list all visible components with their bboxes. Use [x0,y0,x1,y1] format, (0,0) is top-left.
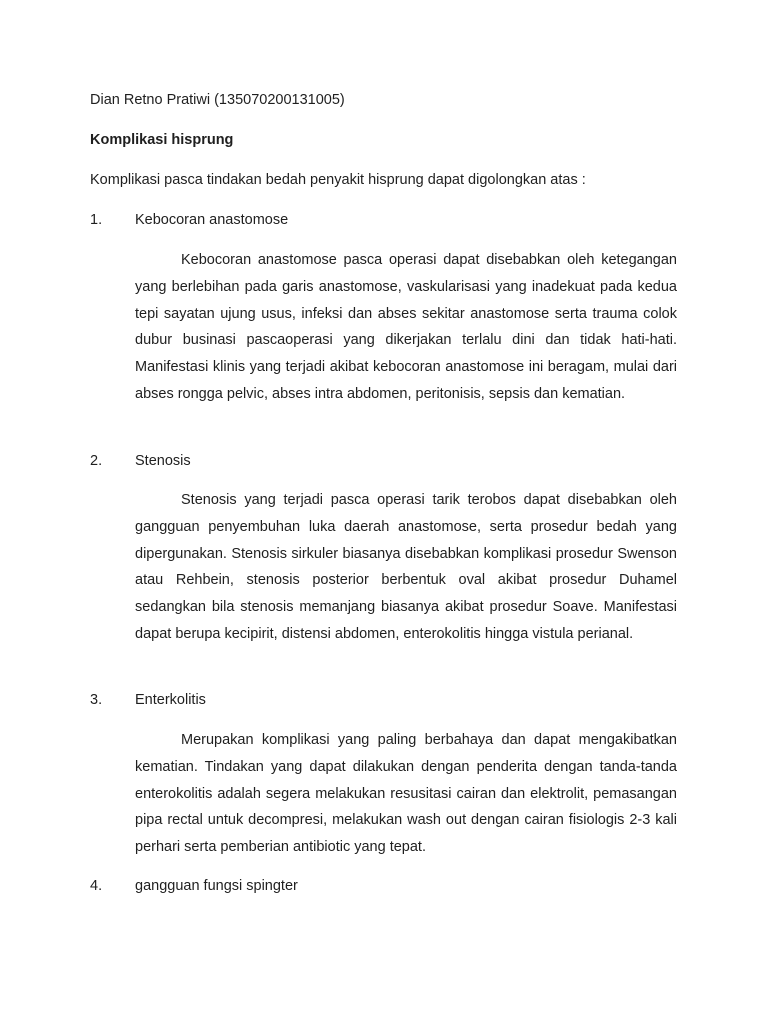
author-line: Dian Retno Pratiwi (135070200131005) [90,92,345,108]
item-paragraph: Stenosis yang terjadi pasca operasi tarik terobos dapat disebabkan oleh gangguan penyembuhan luka daerah anastomose, serta prosedur bedah yang dipergunakan. Stenosis sirkuler biasanya disebabkan komplikasi prosedur Swenson atau Rehbein, stenosis posterior berbentuk oval akibat prosedur Duhamel sedangkan bila stenosis memanjang biasanya akibat prosedur Soave. Manifestasi dapat berupa kecipirit, distensi abdomen, enterokolitis hingga vistula perianal. [135,492,677,642]
item-number: 2. [90,453,103,469]
item-title: gangguan fungsi spingter [135,878,298,894]
document-title: Komplikasi hisprung [90,132,234,148]
item-paragraph: Kebocoran anastomose pasca operasi dapat disebabkan oleh ketegangan yang berlebihan pada garis anastomose, vaskularisasi yang inadekuat pada kedua tepi sayatan ujung usus, infeksi dan abses sekitar anastomose serta trauma colok dubur businasi pascaoperasi yang dikerjakan terlalu dini dan tidak hati-hati. Manifestasi klinis yang terjadi akibat kebocoran anastomose ini beragam, mulai dari abses rongga pelvic, abses intra abdomen, peritonisis, sepsis dan kematian. [135,252,677,402]
item-number: 3. [90,692,103,708]
item-title: Stenosis [135,453,191,469]
item-title: Kebocoran anastomose [135,212,289,228]
item-number: 1. [90,212,103,228]
item-title: Enterkolitis [135,692,206,708]
item-paragraph: Merupakan komplikasi yang paling berbahaya dan dapat mengakibatkan kematian. Tindakan yang dapat dilakukan dengan penderita dengan tanda-tanda enterokolitis adalah segera melakukan resusitasi cairan dan elektrolit, pemasangan pipa rectal untuk decompresi, melakukan wash out dengan cairan fisiologis 2-3 kali perhari serta pemberian antibiotic yang tepat. [135,732,677,856]
intro-paragraph: Komplikasi pasca tindakan bedah penyakit hisprung dapat digolongkan atas : [90,172,586,188]
item-number: 4. [90,878,103,894]
